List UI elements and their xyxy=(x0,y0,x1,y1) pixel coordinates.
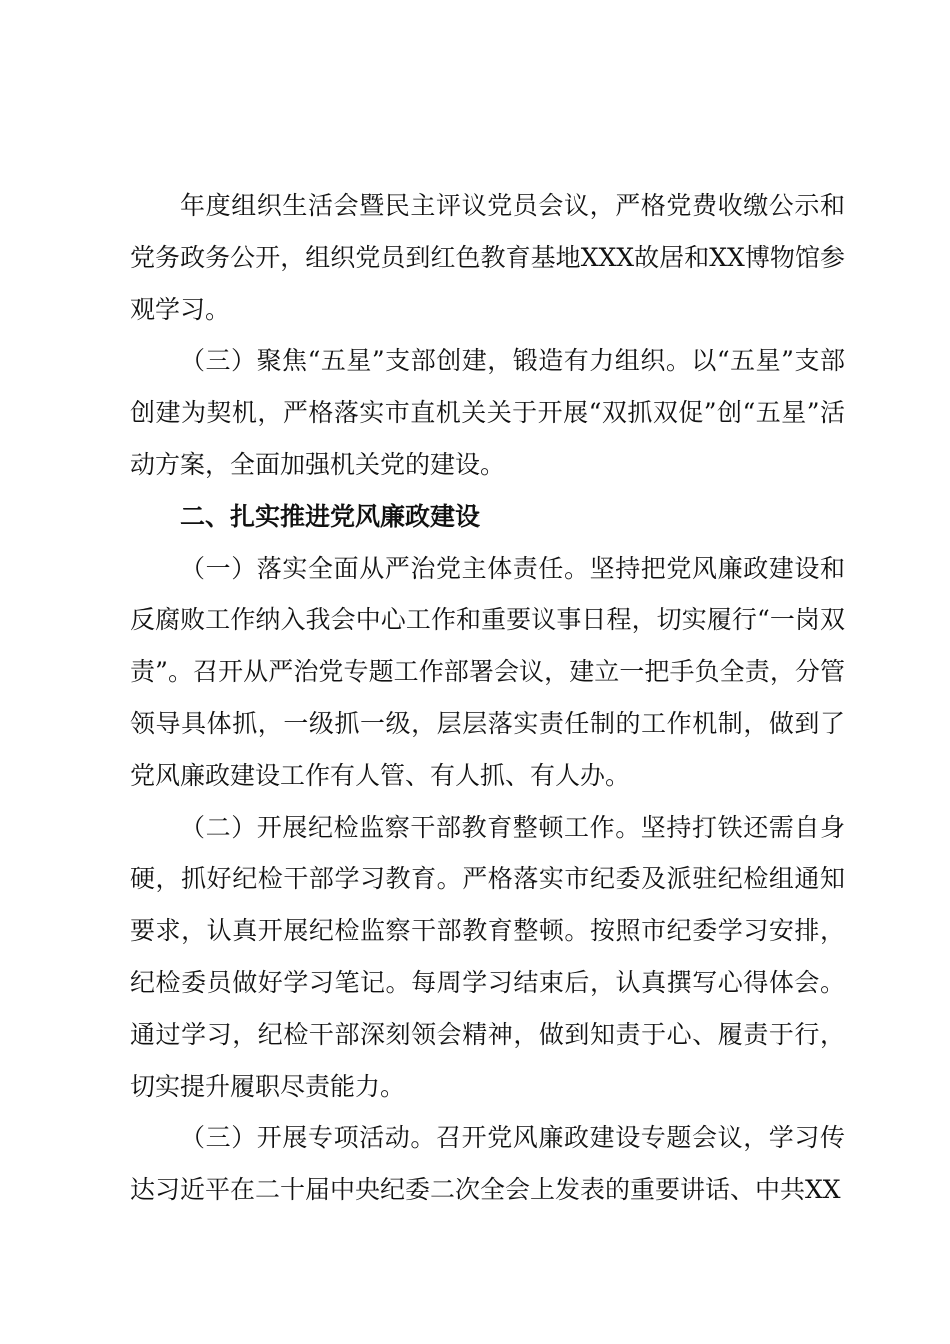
paragraph-five-star-branch: （三）聚焦“五星”支部创建，锻造有力组织。以“五星”支部创建为契机，严格落实市直机关关于开展“双抓双促”创“五星”活动方案，全面加强机关党的建设。 xyxy=(130,346,845,479)
paragraph-continuation: 年度组织生活会暨民主评议党员会议，严格党费收缴公示和党务政务公开，组织党员到红色教育基地XXX故居和XX博物馆参观学习。 xyxy=(130,191,845,324)
section-heading: 二、扎实推进党风廉政建设 xyxy=(180,501,481,531)
paragraph-special-activities: （三）开展专项活动。召开党风廉政建设专题会议，学习传达习近平在二十届中央纪委二次全会上发表的重要讲话、中共XX xyxy=(130,1123,845,1205)
paragraph-education-rectification: （二）开展纪检监察干部教育整顿工作。坚持打铁还需自身硬，抓好纪检干部学习教育。严格落实市纪委及派驻纪检组通知要求，认真开展纪检监察干部教育整顿。按照市纪委学习安排，纪检委员做好学习笔记。每周学习结束后，认真撰写心得体会。通过学习，纪检干部深刻领会精神，做到知责于心、履责于行，切实提升履职尽责能力。 xyxy=(130,812,845,1101)
paragraph-main-responsibility: （一）落实全面从严治党主体责任。坚持把党风廉政建设和反腐败工作纳入我会中心工作和重要议事日程，切实履行“一岗双责”。召开从严治党专题工作部署会议，建立一把手负全责，分管领导具体抓，一级抓一级，层层落实责任制的工作机制，做到了党风廉政建设工作有人管、有人抓、有人办。 xyxy=(130,553,845,790)
document-body xyxy=(130,180,845,1216)
